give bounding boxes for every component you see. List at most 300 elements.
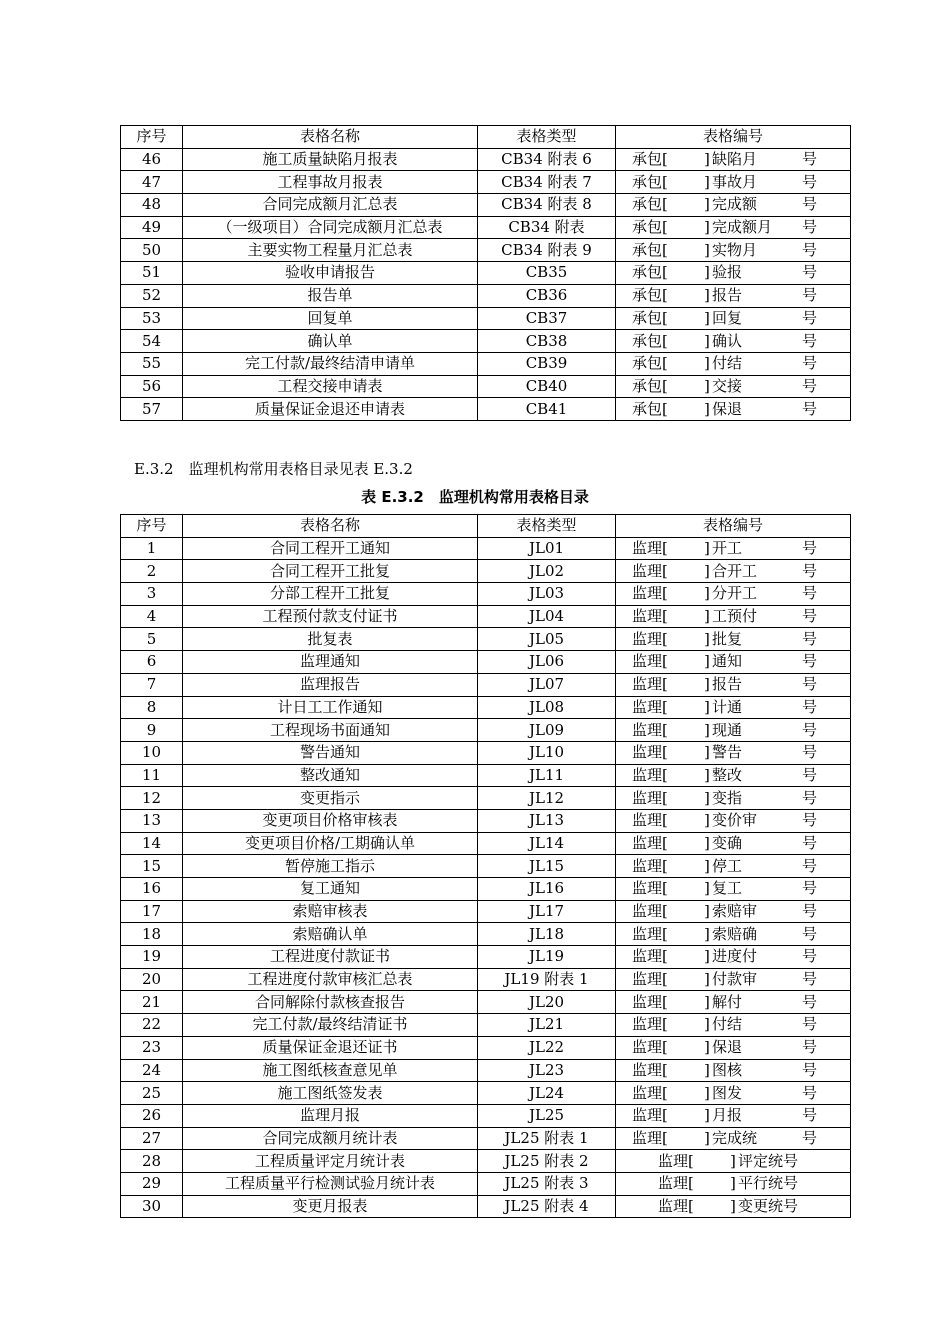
- table-row: [121, 537, 851, 560]
- cell-no: 1: [121, 537, 183, 560]
- cell-name: 工程交接申请表: [183, 375, 478, 398]
- contractor-forms-body: [121, 126, 851, 421]
- code-hao: 号: [802, 539, 818, 558]
- table-row: [121, 398, 851, 421]
- code-suffix: 完成统: [712, 1128, 758, 1147]
- form-code: [616, 331, 850, 352]
- table-row: [121, 1082, 851, 1105]
- cell-no: 47: [121, 171, 183, 194]
- cell-code: [616, 1172, 851, 1195]
- code-prefix: 监理[: [632, 788, 668, 807]
- code-prefix: 监理[: [632, 720, 668, 739]
- code-hao: 号: [802, 607, 818, 626]
- code-prefix: 监理[: [632, 1106, 668, 1125]
- form-code: [616, 606, 850, 627]
- code-prefix: 监理[: [632, 924, 668, 943]
- code-suffix: 评定统号: [738, 1151, 799, 1170]
- table-row: [121, 832, 851, 855]
- cell-type: JL22: [478, 1036, 616, 1059]
- cell-no: 22: [121, 1014, 183, 1037]
- cell-no: 19: [121, 946, 183, 969]
- cell-name: 完工付款/最终结清证书: [183, 1014, 478, 1037]
- form-code: [616, 946, 850, 967]
- code-hao: 号: [802, 1083, 818, 1102]
- form-code: [616, 538, 850, 559]
- cell-no: 21: [121, 991, 183, 1014]
- table-row: [121, 1195, 851, 1218]
- code-hao: 号: [802, 1128, 818, 1147]
- cell-code: [616, 651, 851, 674]
- column-header: 序号: [121, 126, 183, 149]
- table-row: [121, 148, 851, 171]
- code-bracket: ]: [704, 720, 710, 739]
- code-suffix: 保退: [712, 1038, 743, 1057]
- code-suffix: 现通: [712, 720, 743, 739]
- cell-code: [616, 741, 851, 764]
- code-prefix: 监理[: [632, 833, 668, 852]
- cell-type: JL25 附表 4: [478, 1195, 616, 1218]
- code-prefix: 承包[: [632, 150, 668, 169]
- cell-code: [616, 1195, 851, 1218]
- code-prefix: 承包[: [632, 399, 668, 418]
- code-suffix: 回复: [712, 308, 743, 327]
- code-bracket: ]: [704, 697, 710, 716]
- code-bracket: ]: [704, 376, 710, 395]
- cell-name: 监理报告: [183, 673, 478, 696]
- cell-name: 批复表: [183, 628, 478, 651]
- cell-code: [616, 673, 851, 696]
- table-row: [121, 1150, 851, 1173]
- column-header: 表格类型: [478, 515, 616, 538]
- form-code: [616, 720, 850, 741]
- cell-type: CB34 附表 8: [478, 194, 616, 217]
- form-code: [616, 308, 850, 329]
- code-hao: 号: [802, 697, 818, 716]
- code-prefix: 承包[: [632, 376, 668, 395]
- code-prefix: 承包[: [632, 354, 668, 373]
- code-hao: 号: [802, 240, 818, 259]
- cell-no: 17: [121, 900, 183, 923]
- code-bracket: ]: [704, 1060, 710, 1079]
- cell-code: [616, 330, 851, 353]
- cell-code: [616, 696, 851, 719]
- table-row: [121, 946, 851, 969]
- header-row: [121, 515, 851, 538]
- code-suffix: 缺陷月: [712, 150, 758, 169]
- code-suffix: 通知: [712, 652, 743, 671]
- form-code: [616, 1128, 850, 1149]
- cell-type: JL03: [478, 583, 616, 606]
- cell-no: 25: [121, 1082, 183, 1105]
- code-hao: 号: [802, 1106, 818, 1125]
- cell-no: 24: [121, 1059, 183, 1082]
- cell-no: 15: [121, 855, 183, 878]
- cell-type: JL25: [478, 1104, 616, 1127]
- table-row: [121, 262, 851, 285]
- cell-name: 变更指示: [183, 787, 478, 810]
- code-hao: 号: [802, 833, 818, 852]
- cell-name: 变更月报表: [183, 1195, 478, 1218]
- cell-no: 10: [121, 741, 183, 764]
- cell-type: JL09: [478, 719, 616, 742]
- table-caption: 表 E.3.2 监理机构常用表格目录: [361, 488, 589, 506]
- code-hao: 号: [802, 354, 818, 373]
- cell-code: [616, 398, 851, 421]
- cell-code: [616, 148, 851, 171]
- form-code: [616, 969, 850, 990]
- form-code: [616, 1151, 850, 1172]
- cell-name: 合同工程开工批复: [183, 560, 478, 583]
- table-row: [121, 1036, 851, 1059]
- cell-name: 报告单: [183, 284, 478, 307]
- code-bracket: ]: [704, 992, 710, 1011]
- code-prefix: 监理[: [632, 856, 668, 875]
- code-bracket: ]: [704, 924, 710, 943]
- cell-code: [616, 787, 851, 810]
- cell-code: [616, 262, 851, 285]
- table-row: [121, 560, 851, 583]
- cell-name: 验收申请报告: [183, 262, 478, 285]
- code-hao: 号: [802, 765, 818, 784]
- form-code: [616, 924, 850, 945]
- cell-no: 46: [121, 148, 183, 171]
- code-prefix: 监理[: [658, 1151, 694, 1170]
- code-hao: 号: [802, 720, 818, 739]
- code-prefix: 监理[: [632, 607, 668, 626]
- code-suffix: 整改: [712, 765, 743, 784]
- cell-no: 13: [121, 809, 183, 832]
- form-code: [616, 1060, 850, 1081]
- cell-type: CB34 附表 9: [478, 239, 616, 262]
- table-row: [121, 171, 851, 194]
- code-bracket: ]: [704, 240, 710, 259]
- code-hao: 号: [802, 561, 818, 580]
- cell-name: 索赔审核表: [183, 900, 478, 923]
- cell-type: CB38: [478, 330, 616, 353]
- code-prefix: 承包[: [632, 286, 668, 305]
- code-suffix: 变价审: [712, 811, 758, 830]
- code-hao: 号: [802, 195, 818, 214]
- code-prefix: 承包[: [632, 195, 668, 214]
- code-bracket: ]: [704, 629, 710, 648]
- cell-no: 48: [121, 194, 183, 217]
- cell-type: JL17: [478, 900, 616, 923]
- cell-name: 确认单: [183, 330, 478, 353]
- code-hao: 号: [802, 629, 818, 648]
- table-row: [121, 216, 851, 239]
- form-code: [616, 901, 850, 922]
- code-hao: 号: [802, 1015, 818, 1034]
- cell-code: [616, 216, 851, 239]
- code-prefix: 监理[: [632, 675, 668, 694]
- cell-name: 回复单: [183, 307, 478, 330]
- cell-code: [616, 605, 851, 628]
- cell-name: 工程现场书面通知: [183, 719, 478, 742]
- column-header: 表格类型: [478, 126, 616, 149]
- code-bracket: ]: [704, 331, 710, 350]
- cell-code: [616, 1036, 851, 1059]
- cell-no: 30: [121, 1195, 183, 1218]
- cell-code: [616, 239, 851, 262]
- cell-no: 28: [121, 1150, 183, 1173]
- code-suffix: 解付: [712, 992, 743, 1011]
- cell-name: 监理月报: [183, 1104, 478, 1127]
- table-row: [121, 307, 851, 330]
- cell-no: 20: [121, 968, 183, 991]
- code-hao: 号: [802, 856, 818, 875]
- code-bracket: ]: [704, 1128, 710, 1147]
- cell-type: JL01: [478, 537, 616, 560]
- code-prefix: 承包[: [632, 263, 668, 282]
- code-bracket: ]: [704, 539, 710, 558]
- form-code: [616, 1196, 850, 1217]
- section-note: E.3.2 监理机构常用表格目录见表 E.3.2: [134, 460, 413, 478]
- cell-type: JL16: [478, 878, 616, 901]
- table-row: [121, 628, 851, 651]
- cell-name: 质量保证金退还证书: [183, 1036, 478, 1059]
- form-code: [616, 833, 850, 854]
- code-suffix: 报告: [712, 286, 743, 305]
- code-bracket: ]: [704, 856, 710, 875]
- code-bracket: ]: [704, 561, 710, 580]
- table-row: [121, 719, 851, 742]
- table-row: [121, 330, 851, 353]
- code-bracket: ]: [730, 1174, 736, 1193]
- cell-code: [616, 583, 851, 606]
- cell-name: 工程预付款支付证书: [183, 605, 478, 628]
- cell-name: 施工图纸核查意见单: [183, 1059, 478, 1082]
- cell-code: [616, 194, 851, 217]
- table-row: [121, 605, 851, 628]
- code-prefix: 监理[: [632, 1128, 668, 1147]
- supervision-forms-body: [121, 515, 851, 1218]
- cell-type: JL14: [478, 832, 616, 855]
- cell-name: 工程质量平行检测试验月统计表: [183, 1172, 478, 1195]
- cell-type: JL04: [478, 605, 616, 628]
- cell-name: 整改通知: [183, 764, 478, 787]
- code-suffix: 实物月: [712, 240, 758, 259]
- table-row: [121, 764, 851, 787]
- code-prefix: 监理[: [658, 1196, 694, 1215]
- cell-code: [616, 1150, 851, 1173]
- code-suffix: 交接: [712, 376, 743, 395]
- code-bracket: ]: [704, 172, 710, 191]
- cell-no: 49: [121, 216, 183, 239]
- supervision-forms-table: [120, 514, 851, 1218]
- cell-no: 7: [121, 673, 183, 696]
- table-row: [121, 878, 851, 901]
- column-header: 表格编号: [616, 126, 851, 149]
- cell-code: [616, 1082, 851, 1105]
- cell-type: JL25 附表 3: [478, 1172, 616, 1195]
- code-hao: 号: [802, 924, 818, 943]
- cell-name: （一级项目）合同完成额月汇总表: [183, 216, 478, 239]
- cell-type: JL21: [478, 1014, 616, 1037]
- cell-no: 18: [121, 923, 183, 946]
- cell-name: 完工付款/最终结清申请单: [183, 352, 478, 375]
- code-suffix: 保退: [712, 399, 743, 418]
- code-bracket: ]: [730, 1196, 736, 1215]
- code-suffix: 完成额月: [712, 218, 773, 237]
- cell-code: [616, 171, 851, 194]
- code-prefix: 监理[: [632, 697, 668, 716]
- code-hao: 号: [802, 331, 818, 350]
- form-code: [616, 1105, 850, 1126]
- code-hao: 号: [802, 811, 818, 830]
- form-code: [616, 742, 850, 763]
- code-suffix: 事故月: [712, 172, 758, 191]
- cell-code: [616, 719, 851, 742]
- code-prefix: 承包[: [632, 172, 668, 191]
- code-bracket: ]: [704, 765, 710, 784]
- code-hao: 号: [802, 902, 818, 921]
- table-row: [121, 284, 851, 307]
- table-row: [121, 673, 851, 696]
- table-row: [121, 1059, 851, 1082]
- cell-code: [616, 946, 851, 969]
- table-row: [121, 583, 851, 606]
- table-row: [121, 1014, 851, 1037]
- cell-no: 8: [121, 696, 183, 719]
- cell-type: CB41: [478, 398, 616, 421]
- code-hao: 号: [802, 172, 818, 191]
- code-suffix: 图发: [712, 1083, 743, 1102]
- cell-name: 索赔确认单: [183, 923, 478, 946]
- code-hao: 号: [802, 584, 818, 603]
- table-row: [121, 1104, 851, 1127]
- cell-no: 6: [121, 651, 183, 674]
- cell-type: JL24: [478, 1082, 616, 1105]
- form-code: [616, 217, 850, 238]
- code-prefix: 监理[: [632, 947, 668, 966]
- form-code: [616, 194, 850, 215]
- form-code: [616, 561, 850, 582]
- cell-code: [616, 991, 851, 1014]
- code-prefix: 监理[: [632, 879, 668, 898]
- cell-no: 53: [121, 307, 183, 330]
- cell-no: 57: [121, 398, 183, 421]
- form-code: [616, 856, 850, 877]
- code-suffix: 付结: [712, 1015, 743, 1034]
- table-row: [121, 352, 851, 375]
- cell-name: 工程进度付款证书: [183, 946, 478, 969]
- code-hao: 号: [802, 308, 818, 327]
- form-code: [616, 285, 850, 306]
- form-code: [616, 651, 850, 672]
- form-code: [616, 1014, 850, 1035]
- table-row: [121, 239, 851, 262]
- form-code: [616, 878, 850, 899]
- code-suffix: 月报: [712, 1106, 743, 1125]
- code-hao: 号: [802, 376, 818, 395]
- cell-no: 27: [121, 1127, 183, 1150]
- code-suffix: 完成额: [712, 195, 758, 214]
- code-hao: 号: [802, 286, 818, 305]
- code-prefix: 监理[: [632, 584, 668, 603]
- code-bracket: ]: [704, 150, 710, 169]
- cell-no: 23: [121, 1036, 183, 1059]
- form-code: [616, 399, 850, 420]
- table-row: [121, 968, 851, 991]
- code-suffix: 付结: [712, 354, 743, 373]
- form-code: [616, 149, 850, 170]
- form-code: [616, 1083, 850, 1104]
- cell-no: 51: [121, 262, 183, 285]
- cell-no: 50: [121, 239, 183, 262]
- code-hao: 号: [802, 263, 818, 282]
- cell-code: [616, 878, 851, 901]
- table-row: [121, 787, 851, 810]
- form-code: [616, 376, 850, 397]
- code-hao: 号: [802, 947, 818, 966]
- code-bracket: ]: [704, 947, 710, 966]
- code-prefix: 承包[: [632, 308, 668, 327]
- code-prefix: 承包[: [632, 240, 668, 259]
- cell-type: JL15: [478, 855, 616, 878]
- cell-type: JL23: [478, 1059, 616, 1082]
- cell-type: JL19 附表 1: [478, 968, 616, 991]
- form-code: [616, 674, 850, 695]
- code-prefix: 监理[: [632, 539, 668, 558]
- cell-no: 5: [121, 628, 183, 651]
- table-row: [121, 900, 851, 923]
- code-bracket: ]: [704, 1083, 710, 1102]
- contractor-forms-table: [120, 125, 851, 421]
- code-suffix: 验报: [712, 263, 743, 282]
- code-suffix: 复工: [712, 879, 743, 898]
- code-hao: 号: [802, 743, 818, 762]
- code-bracket: ]: [704, 675, 710, 694]
- cell-code: [616, 560, 851, 583]
- cell-code: [616, 1127, 851, 1150]
- code-prefix: 监理[: [632, 765, 668, 784]
- code-bracket: ]: [704, 970, 710, 989]
- table-row: [121, 923, 851, 946]
- cell-name: 变更项目价格/工期确认单: [183, 832, 478, 855]
- cell-type: JL25 附表 1: [478, 1127, 616, 1150]
- code-suffix: 停工: [712, 856, 743, 875]
- code-hao: 号: [802, 879, 818, 898]
- cell-name: 复工通知: [183, 878, 478, 901]
- code-suffix: 变指: [712, 788, 743, 807]
- code-bracket: ]: [704, 584, 710, 603]
- form-code: [616, 583, 850, 604]
- cell-name: 主要实物工程量月汇总表: [183, 239, 478, 262]
- cell-name: 工程事故月报表: [183, 171, 478, 194]
- cell-name: 合同完成额月汇总表: [183, 194, 478, 217]
- cell-name: 暂停施工指示: [183, 855, 478, 878]
- cell-no: 2: [121, 560, 183, 583]
- cell-code: [616, 375, 851, 398]
- code-hao: 号: [802, 150, 818, 169]
- code-hao: 号: [802, 788, 818, 807]
- cell-no: 12: [121, 787, 183, 810]
- form-code: [616, 1037, 850, 1058]
- code-suffix: 进度付: [712, 947, 758, 966]
- code-hao: 号: [802, 992, 818, 1011]
- code-hao: 号: [802, 675, 818, 694]
- code-prefix: 监理[: [632, 1015, 668, 1034]
- cell-code: [616, 537, 851, 560]
- code-suffix: 分开工: [712, 584, 758, 603]
- cell-code: [616, 923, 851, 946]
- code-bracket: ]: [704, 1038, 710, 1057]
- code-suffix: 图核: [712, 1060, 743, 1079]
- code-hao: 号: [802, 970, 818, 989]
- code-suffix: 批复: [712, 629, 743, 648]
- code-bracket: ]: [704, 399, 710, 418]
- cell-name: 变更项目价格审核表: [183, 809, 478, 832]
